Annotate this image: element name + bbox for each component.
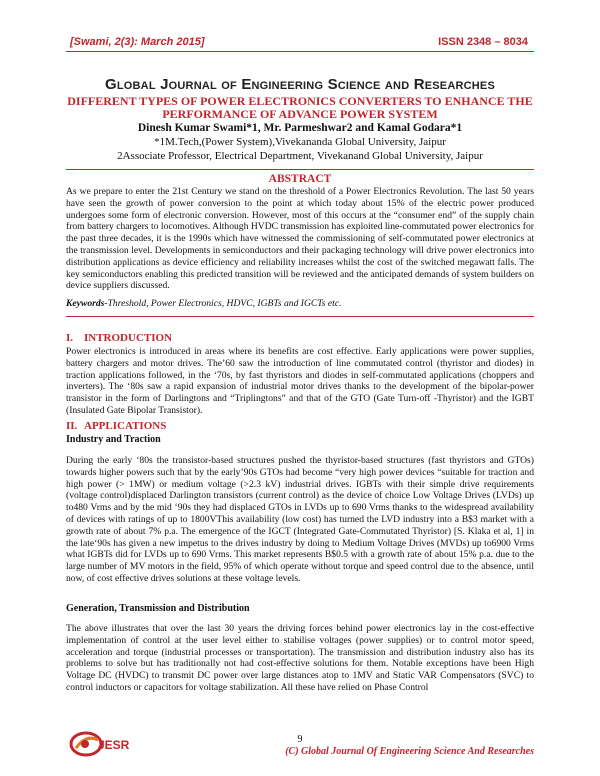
title-line-2: PERFORMANCE OF ADVANCE POWER SYSTEM: [162, 107, 438, 121]
abstract-text: As we prepare to enter the 21st Century we stand on the threshold of a Power Electronics Revolution. The last 50 years have seen the growth of power conversion to the point at which today about 15% of the electric power produced undergoes some form of electronic conversion. However, most of this occurs at the “consumer end” of the supply chain from battery chargers to locomotives. Although HVDC transmission has exploited line-commutated power electronics for the past three decades, it is the 1990s which have witnessed the commissioning of self-commutated power electronics at the transmission level. Developments in semiconductors and their packaging technology will drive power electronics into distribution applications as device efficiency and reliability increases whilst the cost of the switched megawatt falls. The key semiconductors enabling this predicted transition will be reviewed and the anticipated demands of system builders on device suppliers discussed.: [66, 186, 534, 292]
affiliation-1: *1M.Tech,(Power System),Vivekananda Global University, Jaipur: [154, 136, 446, 148]
footer-copyright: (C) Global Journal Of Engineering Science And Researches: [285, 746, 534, 757]
abstract-rule-top: [66, 169, 534, 170]
section-introduction-heading: [66, 332, 172, 344]
journal-name-text: Global Journal of Engineering Science and Researches: [105, 76, 495, 93]
authors: Dinesh Kumar Swami*1, Mr. Parmeshwar2 and Kamal Godara*1: [137, 122, 463, 134]
logo-text: JESR: [98, 738, 130, 752]
industry-text: During the early ‘80s the transistor-based structures pushed the thyristor-based structures (fast thyristors and GTOs) towards higher powers such that by the early’90s GTOs had become “very high power devices “suitable for traction and high power (> 1MW) or medium voltage (>2.3 kV) industrial drives. IGBTs with their simple drive requirements (voltage control)displaced Darlington transistors (current control) as the device of choice Low Voltage Drives (LVDs) up to480 Vrms and by the mid ‘90s they had displaced GTOs in LVDs up to 690 Vrms thanks to the widespread availability of devices with ratings of up to 1800VThis availability (low cost) has turned the LVD industry into a B$3 market with a growth rate of about 7% p.a. The emergence of the IGCT (Integrated Gate-Commutated Thyristor) [S. Klaka et al, 1] in the late‘90s has given a new impetus to the drives industry by doing to Medium Voltage Drives (MVDs) up to6900 Vrms what IGBTs did for LVDs up to 690 Vrms. This market represents B$0.5 with a growth rate of about 15% p.a. due to the large number of MV motors in the field, 95% of which operate without torque and speed control due to the absence, until now, of cost effective drives solutions at these voltage levels.: [66, 455, 534, 584]
title-line-1: DIFFERENT TYPES OF POWER ELECTRONICS CONVERTERS TO ENHANCE THE: [67, 94, 533, 108]
keywords: [66, 298, 534, 309]
subsection-generation-heading: Generation, Transmission and Distribution: [66, 603, 250, 614]
paper-title: [60, 95, 540, 121]
keywords-label: Keywords-: [66, 298, 108, 309]
keywords-text: Threshold, Power Electronics, HDVC, IGBTs and IGCTs etc.: [107, 298, 342, 309]
page-number: 9: [297, 734, 303, 745]
section-title: INTRODUCTION: [84, 332, 173, 344]
journal-name: [0, 76, 600, 93]
section-title: APPLICATIONS: [84, 420, 167, 432]
header-issn: ISSN 2348 – 8034: [438, 36, 528, 48]
header-citation: [Swami, 2(3): March 2015]: [70, 36, 205, 48]
introduction-text: Power electronics is introduced in areas where its benefits are cost effective. Early applications were power supplies, battery chargers and motor drives. The’60 saw the introduction of line commutated control (thyristor and diodes) in traction applications followed, in the ‘70s, by fast thyristors and diodes in self-commutated applications (choppers and inverters). The ‘80s saw a rapid expansion of industrial motor drives thanks to the development of the bipolar-power transistor in the form of Darlingtons and “Triplingtons” and that of the GTO (Gate Turn-off -Thyristor) and the IGBT (Insulated Gate Bipolar Transistor).: [66, 346, 534, 416]
section-number: I.: [66, 332, 74, 344]
generation-text: The above illustrates that over the last 30 years the driving forces behind power electronics lay in the cost-effective implementation of control at the user level either to stabilise voltages (power supplies) or to control motor speed, acceleration and torque (industrial processes or transportation). The transmission and distribution industry also has its problems to solve but has traditionally not had cost-effective solutions for them. Notable exceptions have been High Voltage DC (HVDC) to transmit DC power over large distances atop to 1MV and Static VAR Compensators (SVC) to control inductors or capacitors for voltage stabilization. All these have relied on Phase Control: [66, 623, 534, 693]
header-rule: [66, 51, 534, 52]
abstract-rule-bottom: [66, 316, 534, 317]
section-applications-heading: [66, 420, 166, 432]
section-number: II.: [66, 420, 78, 432]
affiliation-2: 2Associate Professor, Electrical Department, Vivekanand Global University, Jaipur: [117, 150, 483, 162]
subsection-industry-heading: Industry and Traction: [66, 434, 161, 445]
abstract-heading: ABSTRACT: [268, 173, 332, 185]
